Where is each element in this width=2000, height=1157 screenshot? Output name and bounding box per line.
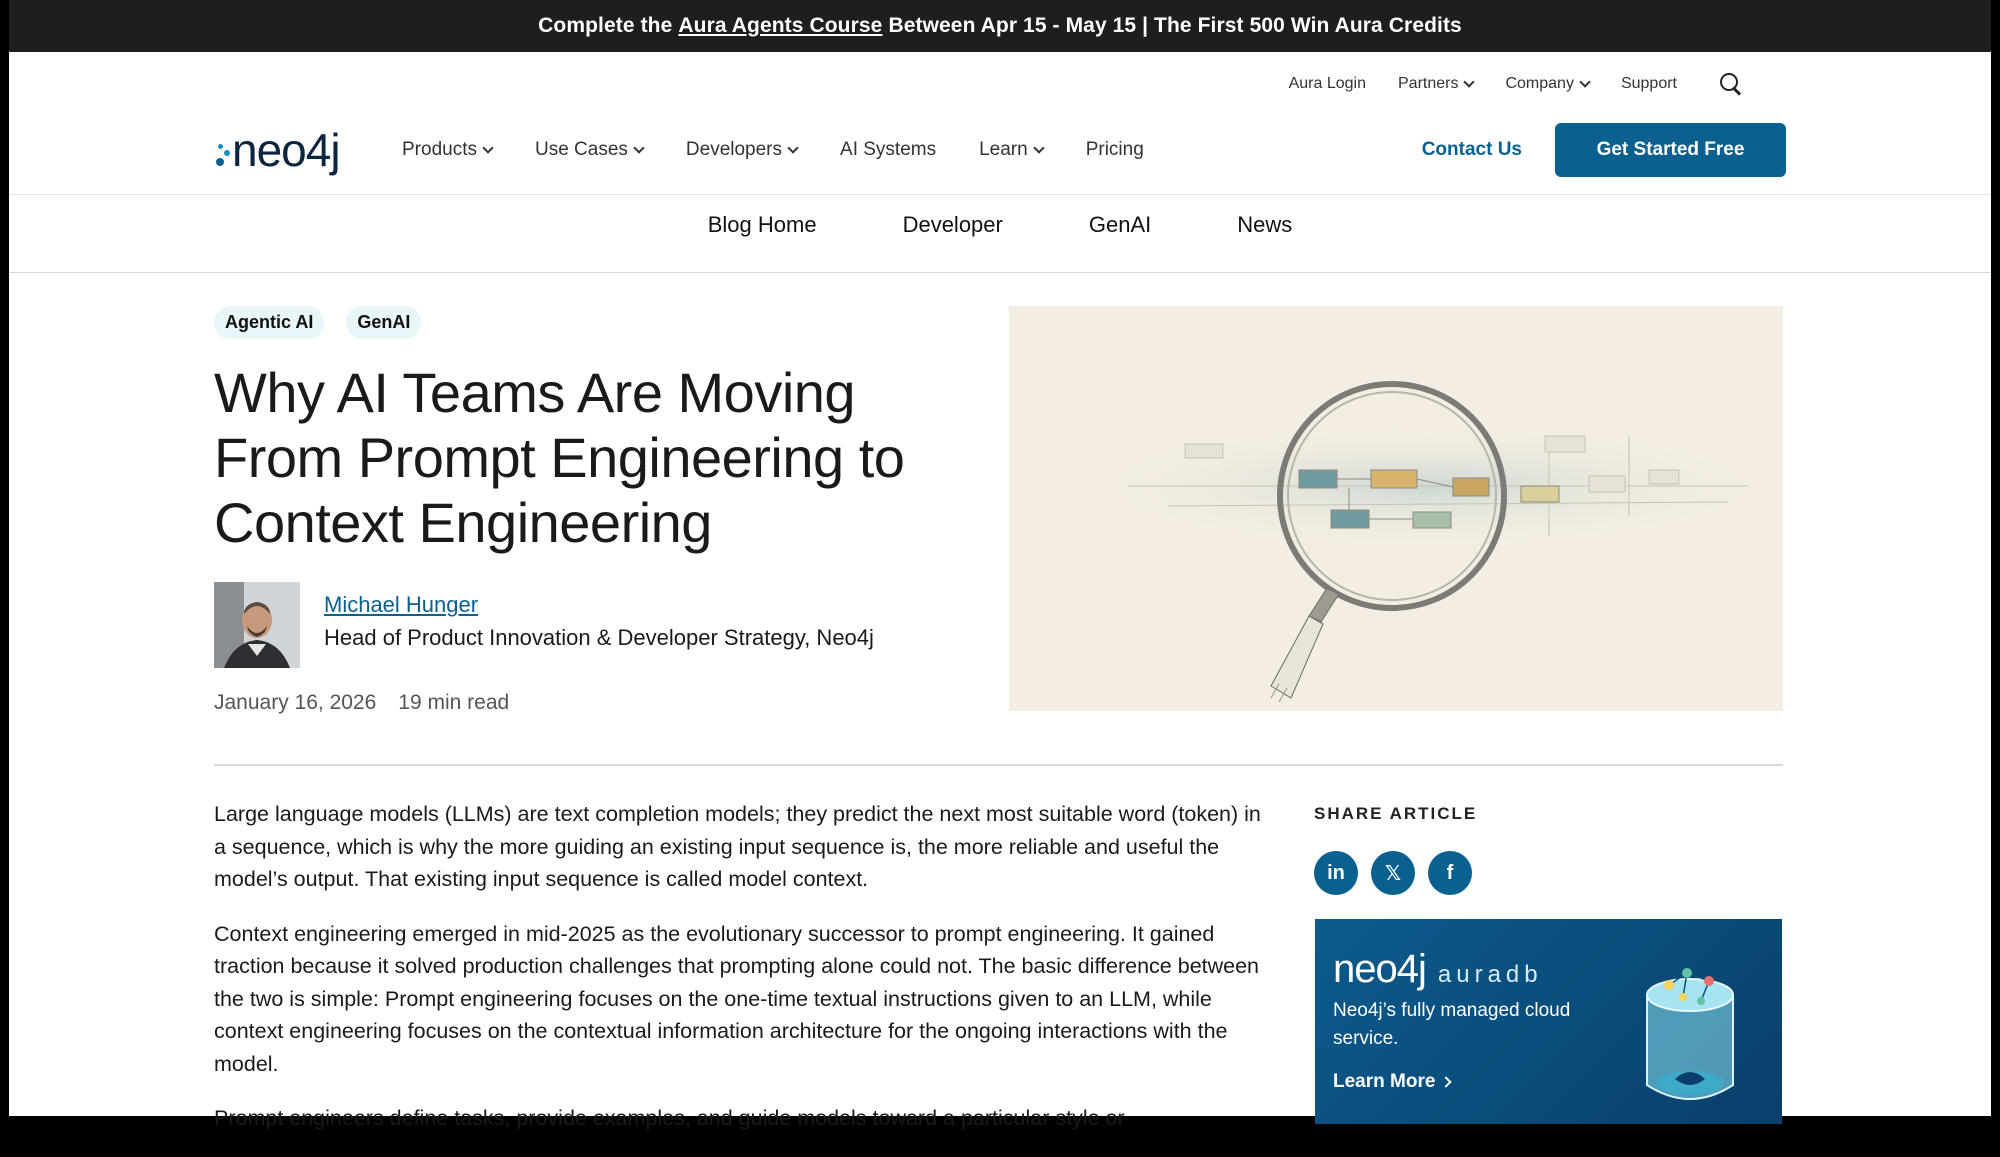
x-icon[interactable]: 𝕏	[1371, 851, 1415, 895]
article-paragraph: Context engineering emerged in mid-2025 as the evolutionary successor to prompt engineering. It gained traction because it solved production challenges that prompting alone could not. The basic difference between the two is simple: Prompt engineering focuses on the one-time textual instructions given to an LLM, while context engineering focuses on the contextual information architecture for the ongoing interactions with the model.	[214, 921, 1260, 1076]
article-paragraph: Large language models (LLMs) are text completion models; they predict the next most suitable word (token) in a sequence, which is why the more guiding an existing input sequence is, the more reliable and useful the model’s output. That existing input sequence is called model context.	[214, 802, 1261, 891]
article-title: Why AI Teams Are Moving From Prompt Engineering to Context Engineering	[214, 361, 905, 554]
blog-nav-genai[interactable]: GenAI	[1088, 212, 1152, 237]
nav-developers[interactable]	[686, 139, 797, 161]
announcement-link[interactable]: Aura Agents Course	[678, 14, 883, 37]
nav-use-cases[interactable]	[535, 139, 643, 161]
auradb-promo-card[interactable]	[1315, 919, 1782, 1124]
learn-more-label: Learn More	[1333, 1071, 1436, 1092]
aura-login-link[interactable]: Aura Login	[1288, 75, 1366, 92]
article-tags	[214, 306, 443, 339]
share-article-label: SHARE ARTICLE	[1314, 804, 1478, 823]
nav-ai-systems[interactable]: AI Systems	[840, 139, 937, 160]
search-icon[interactable]	[1719, 72, 1743, 96]
nav-divider	[9, 194, 1991, 195]
content-divider	[214, 764, 1783, 766]
hero-illustration	[1009, 306, 1783, 711]
company-label: Company	[1505, 75, 1574, 92]
read-time: 19 min read	[398, 691, 510, 714]
chevron-down-icon	[482, 142, 493, 153]
learn-more-link[interactable]	[1333, 1071, 1450, 1093]
company-menu[interactable]	[1505, 75, 1588, 93]
blog-nav-home[interactable]: Blog Home	[707, 212, 817, 237]
database-cylinder-icon	[1635, 955, 1745, 1115]
nav-learn[interactable]	[979, 139, 1043, 161]
article-meta	[214, 691, 531, 715]
author-avatar	[214, 582, 300, 668]
share-buttons	[1314, 851, 1485, 895]
neo4j-logo[interactable]	[214, 124, 394, 176]
main-nav	[214, 120, 1786, 180]
nav-developers-label: Developers	[685, 139, 783, 160]
author-name-link[interactable]: Michael Hunger	[324, 592, 479, 617]
chevron-down-icon	[787, 142, 798, 153]
chevron-down-icon	[1033, 142, 1044, 153]
partners-menu[interactable]	[1398, 75, 1473, 93]
chevron-down-icon	[1579, 76, 1590, 87]
publish-date: January 16, 2026	[214, 691, 377, 714]
announcement-prefix: Complete the	[538, 14, 673, 37]
chevron-down-icon	[1464, 76, 1475, 87]
browser-viewport	[9, 0, 1991, 1130]
promo-product-text: auradb	[1437, 961, 1543, 988]
facebook-icon[interactable]: f	[1428, 851, 1472, 895]
article-paragraph: Prompt engineers define tasks, provide examples, and guide models toward a particular style or	[214, 1106, 1125, 1130]
get-started-button[interactable]: Get Started Free	[1555, 123, 1786, 177]
logo-text: neo4j	[232, 124, 340, 176]
nav-use-cases-label: Use Cases	[534, 139, 628, 160]
linkedin-icon[interactable]: in	[1314, 851, 1358, 895]
partners-label: Partners	[1398, 75, 1459, 92]
tag-agentic-ai[interactable]: Agentic AI	[214, 306, 324, 339]
chevron-right-icon	[1441, 1076, 1452, 1087]
announcement-bar	[9, 0, 1991, 52]
nav-products-label: Products	[402, 139, 477, 160]
support-link[interactable]: Support	[1620, 75, 1677, 92]
promo-description: Neo4j’s fully managed cloud service.	[1333, 1000, 1571, 1049]
nav-learn-label: Learn	[979, 139, 1028, 160]
logo-graph-icon	[214, 130, 232, 170]
author-role: Head of Product Innovation & Developer Strategy, Neo4j	[324, 625, 874, 650]
auradb-logo	[1333, 947, 1543, 992]
blog-nav-news[interactable]: News	[1237, 212, 1293, 237]
article-body	[214, 798, 1264, 1157]
announcement-suffix: Between Apr 15 - May 15 | The First 500 Win Aura Credits	[888, 14, 1462, 37]
nav-actions	[1422, 123, 1786, 177]
blog-nav	[9, 212, 1991, 238]
blog-nav-developer[interactable]: Developer	[902, 212, 1003, 237]
contact-us-link[interactable]: Contact Us	[1421, 139, 1522, 160]
promo-logo-text: neo4j	[1333, 947, 1426, 991]
primary-menu	[402, 139, 1187, 161]
nav-products[interactable]	[402, 139, 492, 161]
tag-genai[interactable]: GenAI	[346, 306, 421, 339]
chevron-down-icon	[633, 142, 644, 153]
utility-nav	[1289, 72, 1743, 96]
blog-nav-divider	[9, 272, 1991, 273]
nav-pricing[interactable]: Pricing	[1085, 139, 1144, 160]
